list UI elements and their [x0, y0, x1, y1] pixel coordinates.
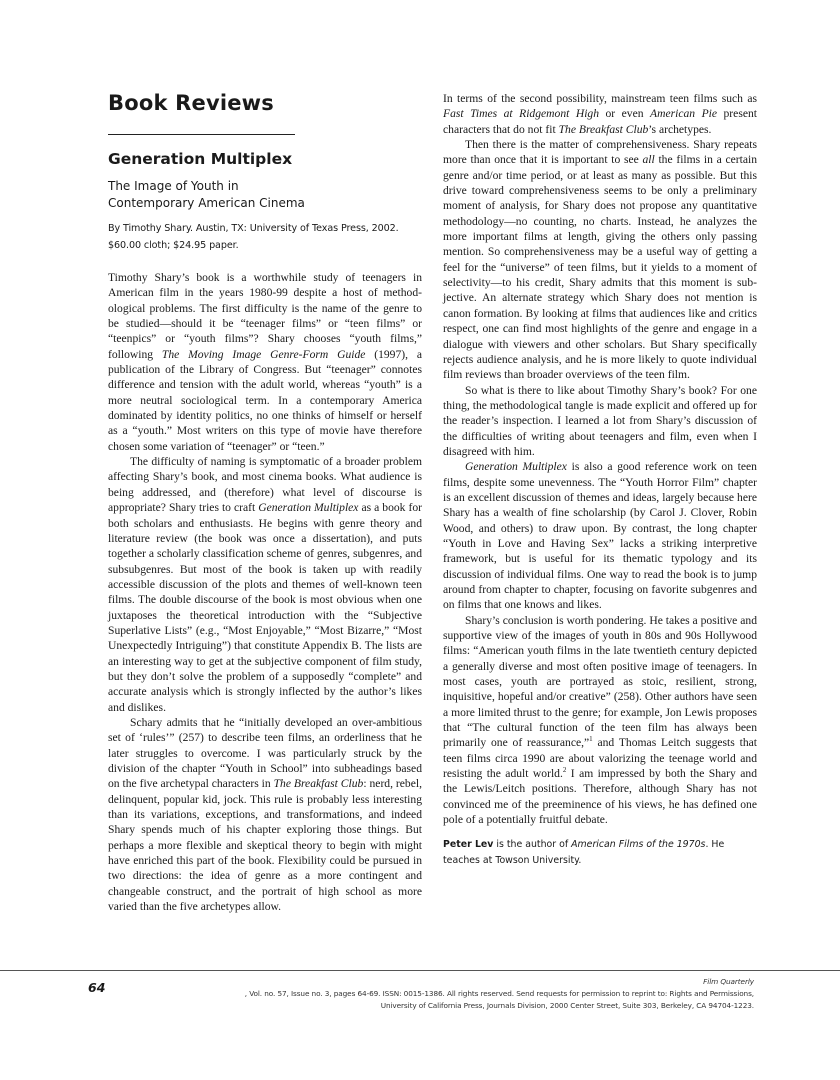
italic-title: American Pie — [650, 107, 718, 121]
body-paragraph — [108, 454, 422, 715]
paragraph-text: is also a good reference work on teen films, despite some unevenness. The “Youth Horror Film” chapter is an excellent discussion of themes and ideas, largely because here Shary has a wealth of fine scholarship (by Carol J. Clover, Robin Wood, and others) to draw upon. By contrast, the long chapter “Youth in Love and Having Sex” lacks a striking interpretive framework, but is useful for its thematic typology and its discussion of individual films. One way to read the book is to jump around from chapter to chapter, focusing on favorite subgenres and on films that one knows and likes. — [443, 460, 757, 612]
italic-title: Generation Multiplex — [258, 501, 359, 515]
paragraph-text: Then there is the matter of comprehensiveness. Shary repeats more than once that it is important to see — [443, 138, 757, 167]
subtitle-line: Contemporary American Cinema — [108, 196, 305, 210]
paragraph-text: present characters that do not fit — [443, 107, 757, 136]
journal-credit — [114, 976, 754, 1012]
body-paragraph — [443, 137, 757, 383]
body-paragraph — [108, 715, 422, 914]
paragraph-text: as a book for both scholars and enthusiasts. He begins with genre theory and literature review (the book was once a dissertation), and puts together a scholarly classification scheme of genres, subgenres, and subsubgenres. But most of the book is taken up with readily accessible discussion of the plots and themes of well-known teen films. The double discourse of the book is most obvious when one juxtaposes the theoretical introduction with the “Subjective Superlative Lists” (e.g., “Most Enjoyable,” “Most Bizarre,” “Most Unexpectedly Intriguing”) that constitute Appendix B. The lists are an interesting way to get at the subjective component of film study, but they don’t solve the problem of a supposedly “complete” and accurate analysis which is strongly inflected by the author’s likes and dislikes. — [108, 501, 422, 714]
paragraph-text: I am impressed by both the Shary and the Lewis/Leitch positions. Therefore, although Shary has not convinced me of the preeminence of his views, he has defined one pole of a potentially fruitful debate. — [443, 767, 757, 827]
paragraph-text: the films in a certain genre and/or time period, or at least as many as possible. But this drive toward comprehensiveness seems to be only a preliminary moment of analysis, for Shary does not propose any quantitative methodology—no counting, no charts. Instead, he analyzes the more important films at length, giving the others only passing mention. So comprehensiveness may be a useful way of getting a feel for the “universe” of teen films, but it yields to a moment of selectivity—to his credit, Shary admits that this moment is subjective. An alternate strategy which Shary does not mention is canon formation. By looking at films that audiences like and critics respect, one can find most highlights of the genre and engage in a dialogue with viewers and other scholars. But Shary specifically rejects audience analysis, and he is more likely to quote individual film reviews than broader overviews of the teen film. — [443, 153, 757, 382]
journal-name: Film Quarterly — [703, 977, 754, 986]
paragraph-text: Timothy Shary’s book is a worthwhile study of teenagers in American film in the years 1980-99 despite a host of methodological problems. The first difficulty is the name of the genre to be studied—should it be “teenager films” or “teen films” or “teenpics” or “youth films”? Shary chooses “youth films,” following — [108, 271, 422, 361]
credit-line — [114, 976, 754, 1000]
italic-title: Generation Multiplex — [465, 460, 567, 474]
body-paragraph — [443, 459, 757, 612]
body-paragraph — [443, 613, 757, 828]
page-number: 64 — [88, 980, 106, 995]
bibliographic-info — [108, 220, 422, 254]
italic-title: Fast Times at Ridgemont High — [443, 107, 600, 121]
paragraph-text: and Thomas Leitch suggests that teen films circa 1990 are about valorizing the teenage world and resisting the adult world. — [443, 736, 757, 781]
review-title: Generation Multiplex — [108, 150, 293, 168]
paragraph-text: ’s archetypes. — [648, 122, 712, 136]
left-body-text — [108, 270, 422, 914]
paragraph-text: The difficulty of naming is symptomatic of a broader problem affecting Shary’s book, and most cinema books. What audience is being addressed, and (therefore) what level of discourse is appropriate? Shary tries to craft — [108, 455, 422, 515]
paragraph-text: In terms of the second possibility, mainstream teen films such as — [443, 92, 757, 105]
review-subtitle — [108, 178, 422, 212]
body-paragraph — [443, 383, 757, 460]
bio-text: . He teaches at Towson University. — [443, 838, 725, 866]
bio-text: is the author of — [493, 838, 572, 850]
footer-rule — [0, 970, 840, 971]
body-paragraph — [108, 270, 422, 454]
paragraph-text: So what is there to like about Timothy Shary’s book? For one thing, the methodological tangle is made explicit and offered up for the reader’s inspection. I learned a lot from Shary’s discussion of the difficulties of writing about teenagers and film, even when I disagreed with him. — [443, 383, 757, 458]
biblio-line: By Timothy Shary. Austin, TX: University of Texas Press, 2002. — [108, 223, 399, 234]
footnote-ref: 1 — [589, 735, 593, 744]
paragraph-text: (1997), a publication of the Library of Congress. But “teenager” connotes difference and tension with the adult world, whereas “youth” is a more neutral sociological term. In a contemporary America dominated by identity politics, no one thinks of himself or herself as a “youth.” Most writers on this type of movie have therefore chosen some variation of “teenager” or “teen.” — [108, 347, 422, 453]
italic-title: all — [642, 153, 655, 167]
biblio-line: $60.00 cloth; $24.95 paper. — [108, 240, 239, 251]
right-body-text — [443, 91, 757, 828]
paragraph-text: : nerd, rebel, delinquent, popular kid, jock. This rule is probably less interesting than its variations, exceptions, and transformations, and indeed Shary spends much of his chapter exploring those things. But perhaps a more flexible and skeptical theory to begin with might have enriched this part of the book. Flexibility could be pursued in two directions: the idea of genre as a more contingent and changeable construct, and the portrait of high school as more varied than the five archetypes allow. — [108, 777, 422, 914]
section-heading: Book Reviews — [108, 91, 274, 115]
footnote-ref: 2 — [562, 766, 567, 775]
italic-title: The Breakfast Club — [558, 122, 649, 136]
paragraph-text: or even — [599, 107, 651, 121]
author-bio — [443, 837, 757, 869]
credit-line: University of California Press, Journals Division, 2000 Center Street, Suite 303, Berkeley, CA 94704-1223. — [380, 1001, 754, 1010]
right-column — [443, 91, 757, 869]
italic-title: The Moving Image Genre-Form Guide — [161, 347, 366, 361]
subtitle-line: The Image of Youth in — [108, 179, 239, 193]
left-column — [108, 88, 422, 914]
bio-book-title: American Films of the 1970s — [571, 838, 706, 850]
heading-rule — [108, 134, 295, 135]
bio-author-name: Peter Lev — [443, 838, 494, 850]
paragraph-text: Shary’s conclusion is worth pondering. He takes a positive and supportive view of the images of youth in 80s and 90s Hollywood films: “American youth films in the late twentieth century depicted a generally diverse and most often positive image of teenagers. In most cases, youth are portrayed as stoic, resilient, strong, inquisitive, hopeful and/or creative” (258). Other authors have seen a more limited thrust to the genre; for example, Jon Lewis proposes that “The cultural function of the teen film has always been primarily one of reassurance,” — [443, 613, 757, 750]
paragraph-text: Schary admits that he “initially developed an over-ambitious set of ‘rules’” (257) to describe teen films, an orderliness that he later struggles to overcome. I was particularly struck by the division of the chapter “Youth in School” into subheadings based on the five archetypal characters in — [108, 715, 422, 791]
body-paragraph — [443, 91, 757, 137]
credit-text: , Vol. no. 57, Issue no. 3, pages 64-69. ISSN: 0015-1386. All rights reserved. Send requests for permission to reprint to: Rights and Permissions, — [244, 989, 754, 998]
italic-title: The Breakfast Club — [273, 777, 364, 791]
